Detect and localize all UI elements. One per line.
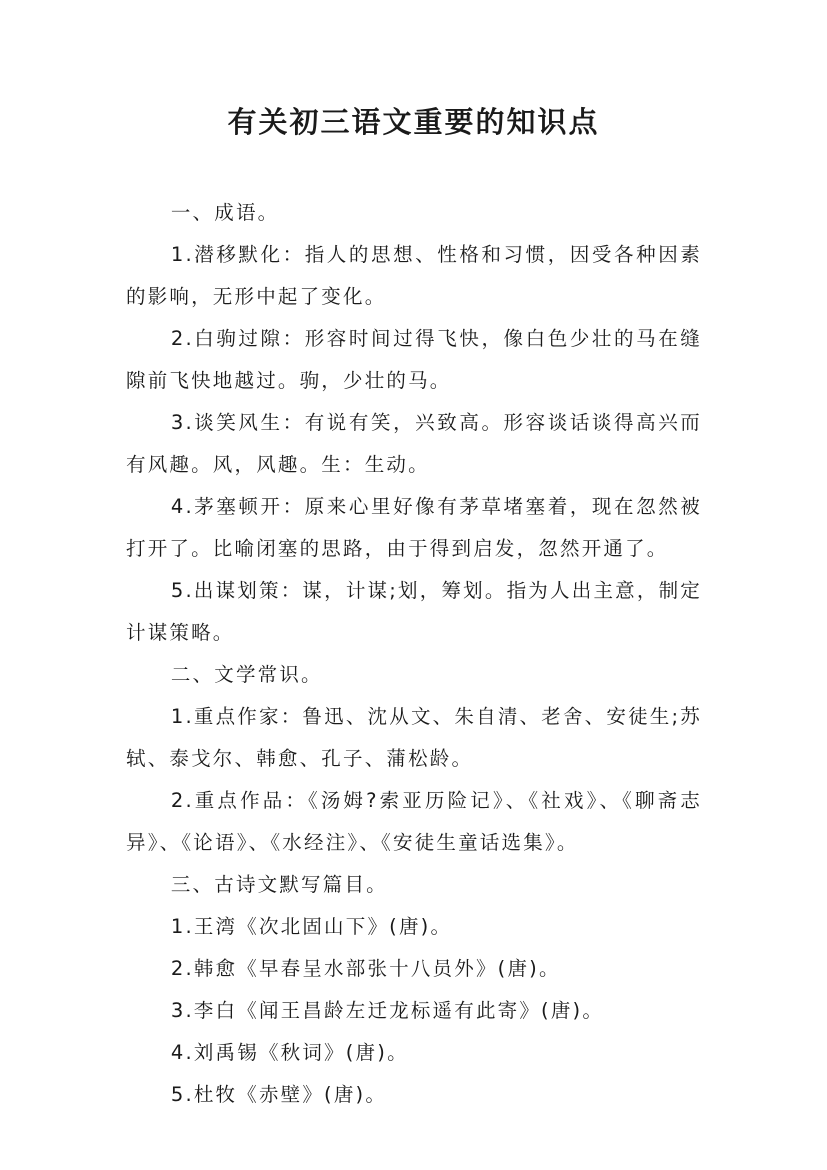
- paragraph-poem-3: 3.李白《闻王昌龄左迁龙标遥有此寄》(唐)。: [170, 999, 605, 1022]
- paragraph-poem-5: 5.杜牧《赤壁》(唐)。: [170, 1083, 388, 1106]
- paragraph-idiom-1: 1.潜移默化：指人的思想、性格和习惯，因受各种因素的影响，无形中起了变化。: [126, 243, 702, 308]
- paragraph-literature-2: 2.重点作品：《汤姆?索亚历险记》、《社戏》、《聊斋志异》、《论语》、《水经注》、《安徒生童话选集》。: [126, 789, 702, 854]
- section-heading-idioms: 一、成语。: [170, 201, 280, 224]
- paragraph-poem-2: 2.韩愈《早春呈水部张十八员外》(唐)。: [170, 957, 561, 980]
- paragraph-idiom-5: 5.出谋划策：谋，计谋;划，筹划。指为人出主意，制定计谋策略。: [126, 579, 702, 644]
- paragraph-poem-4: 4.刘禹锡《秋词》(唐)。: [170, 1041, 409, 1064]
- paragraph-literature-1: 1.重点作家：鲁迅、沈从文、朱自清、老舍、安徒生;苏轼、泰戈尔、韩愈、孔子、蒲松龄。: [126, 705, 702, 770]
- paragraph-idiom-4: 4.茅塞顿开：原来心里好像有茅草堵塞着，现在忽然被打开了。比喻闭塞的思路，由于得到启发，忽然开通了。: [126, 495, 702, 560]
- section-heading-poems: 三、古诗文默写篇目。: [170, 873, 388, 896]
- paragraph-poem-1: 1.王湾《次北固山下》(唐)。: [170, 915, 453, 938]
- document-body: [126, 192, 702, 1116]
- paragraph-idiom-3: 3.谈笑风生：有说有笑，兴致高。形容谈话谈得高兴而有风趣。风，风趣。生：生动。: [126, 411, 702, 476]
- section-heading-literature: 二、文学常识。: [170, 663, 323, 686]
- document-title: 有关初三语文重要的知识点: [227, 105, 600, 139]
- paragraph-idiom-2: 2.白驹过隙：形容时间过得飞快，像白色少壮的马在缝隙前飞快地越过。驹，少壮的马。: [126, 327, 702, 392]
